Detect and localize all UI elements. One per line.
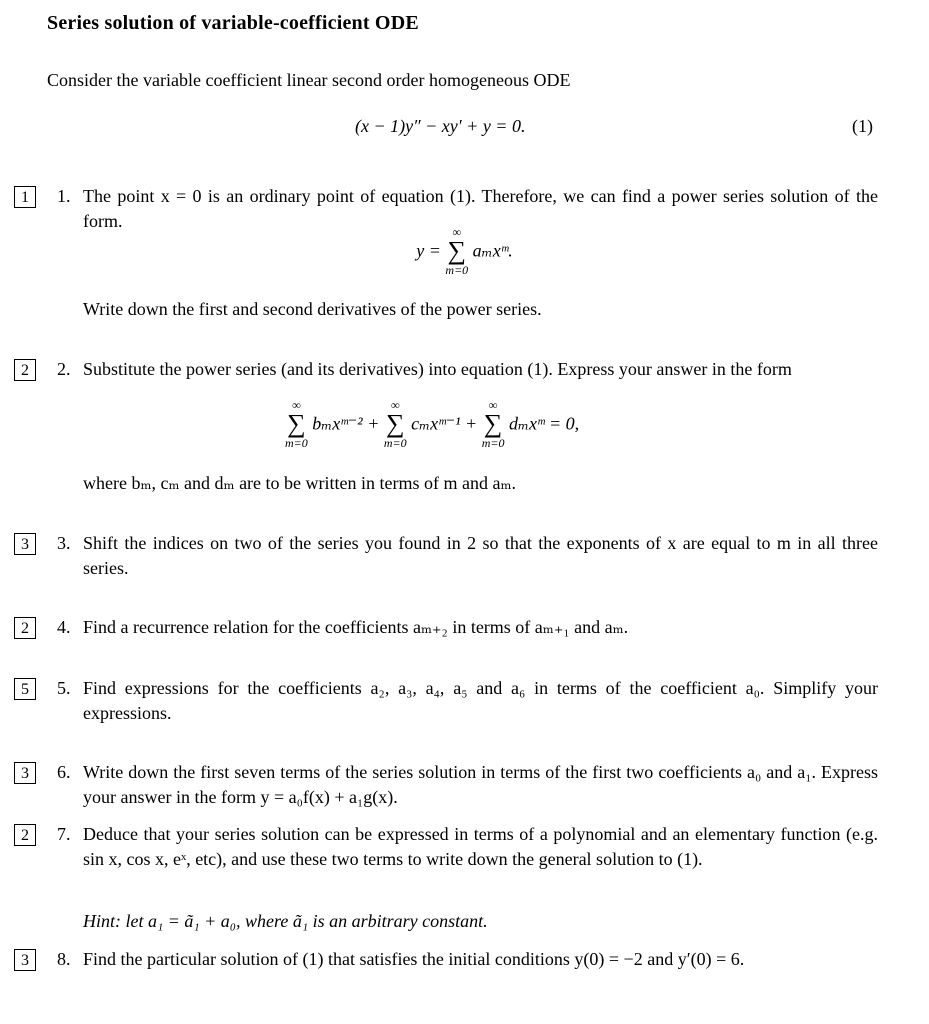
sum-upper-limit: ∞ [292,398,301,412]
question-text: Write down the first seven terms of the series solution in terms of the first two coefficients a₀ and a₁. Express your answer in the form y = a₀f(x) + a₁g(x). [83,762,878,807]
question-number: 3. [57,533,71,553]
question-text-followup: where bₘ, cₘ and dₘ are to be written in terms of m and aₘ. [83,473,517,493]
formula-lhs: y = [416,240,441,261]
sum-symbol [384,399,407,449]
document-title: Series solution of variable-coefficient ODE [47,12,419,34]
question-text: Find the particular solution of (1) that satisfies the initial conditions y(0) = −2 and y′(0) = 6. [83,949,745,969]
question-text: Deduce that your series solution can be expressed in terms of a polynomial and an elementary function (e.g. sin x, cos x, eˣ, etc), and use these two terms to write down the general solution to (1). [83,824,878,869]
sum-upper-limit: ∞ [452,225,462,239]
intro-text: Consider the variable coefficient linear second order homogeneous ODE [47,70,571,90]
question-number: 1. [57,186,71,206]
question-text: The point x = 0 is an ordinary point of equation (1). Therefore, we can find a power series solution of the form. [83,186,878,231]
question-number: 6. [57,762,71,782]
question-number: 4. [57,617,71,637]
formula-rhs: aₘxᵐ. [472,240,513,261]
sum-upper-limit: ∞ [390,398,400,412]
sum-upper-limit: ∞ [488,398,498,412]
question-text: Find expressions for the coefficients a₂, a₃, a₄, a₅ and a₆ in terms of the coefficient a₀. Simplify your expressions. [83,678,878,723]
sum-lower-limit: m=0 [445,263,469,277]
sum-lower-limit: m=0 [383,436,407,450]
marks-box: 3 [14,533,36,555]
substitution-formula [285,399,579,449]
question-number: 8. [57,949,71,969]
main-equation: (x − 1)y″ − xy′ + y = 0. [355,116,526,136]
sum-lower-limit: m=0 [285,436,308,450]
sigma-glyph: ∑ [287,409,306,438]
sigma-glyph: ∑ [385,409,405,438]
marks-box: 3 [14,949,36,971]
question-text-followup: Write down the first and second derivatives of the power series. [83,299,542,319]
question-number: 5. [57,678,71,698]
marks-box: 5 [14,678,36,700]
question-text: Find a recurrence relation for the coefficients aₘ₊₂ in terms of aₘ₊₁ and aₘ. [83,617,629,637]
equation-number: (1) [852,116,873,136]
sum-symbol [285,399,308,449]
term-d: dₘxᵐ = 0, [508,413,580,434]
marks-box: 2 [14,824,36,846]
term-c: cₘxᵐ⁻¹ + [411,413,478,434]
question-text: Substitute the power series (and its derivatives) into equation (1). Express your answer in the form [83,359,792,379]
question-number: 7. [57,824,71,844]
sum-symbol [445,226,468,276]
term-b: bₘxᵐ⁻² + [312,413,380,434]
sigma-glyph: ∑ [483,409,503,438]
marks-box: 2 [14,617,36,639]
marks-box: 2 [14,359,36,381]
question-number: 2. [57,359,71,379]
marks-box: 1 [14,186,36,208]
sum-symbol [482,399,505,449]
sigma-glyph: ∑ [447,236,467,265]
power-series-formula [0,226,929,276]
question-text: Shift the indices on two of the series you found in 2 so that the exponents of x are equal to m in all three series. [83,533,878,578]
marks-box: 3 [14,762,36,784]
hint-text: Hint: let a₁ = ã₁ + a₀, where ã₁ is an arbitrary constant. [83,911,488,931]
sum-lower-limit: m=0 [481,436,505,450]
